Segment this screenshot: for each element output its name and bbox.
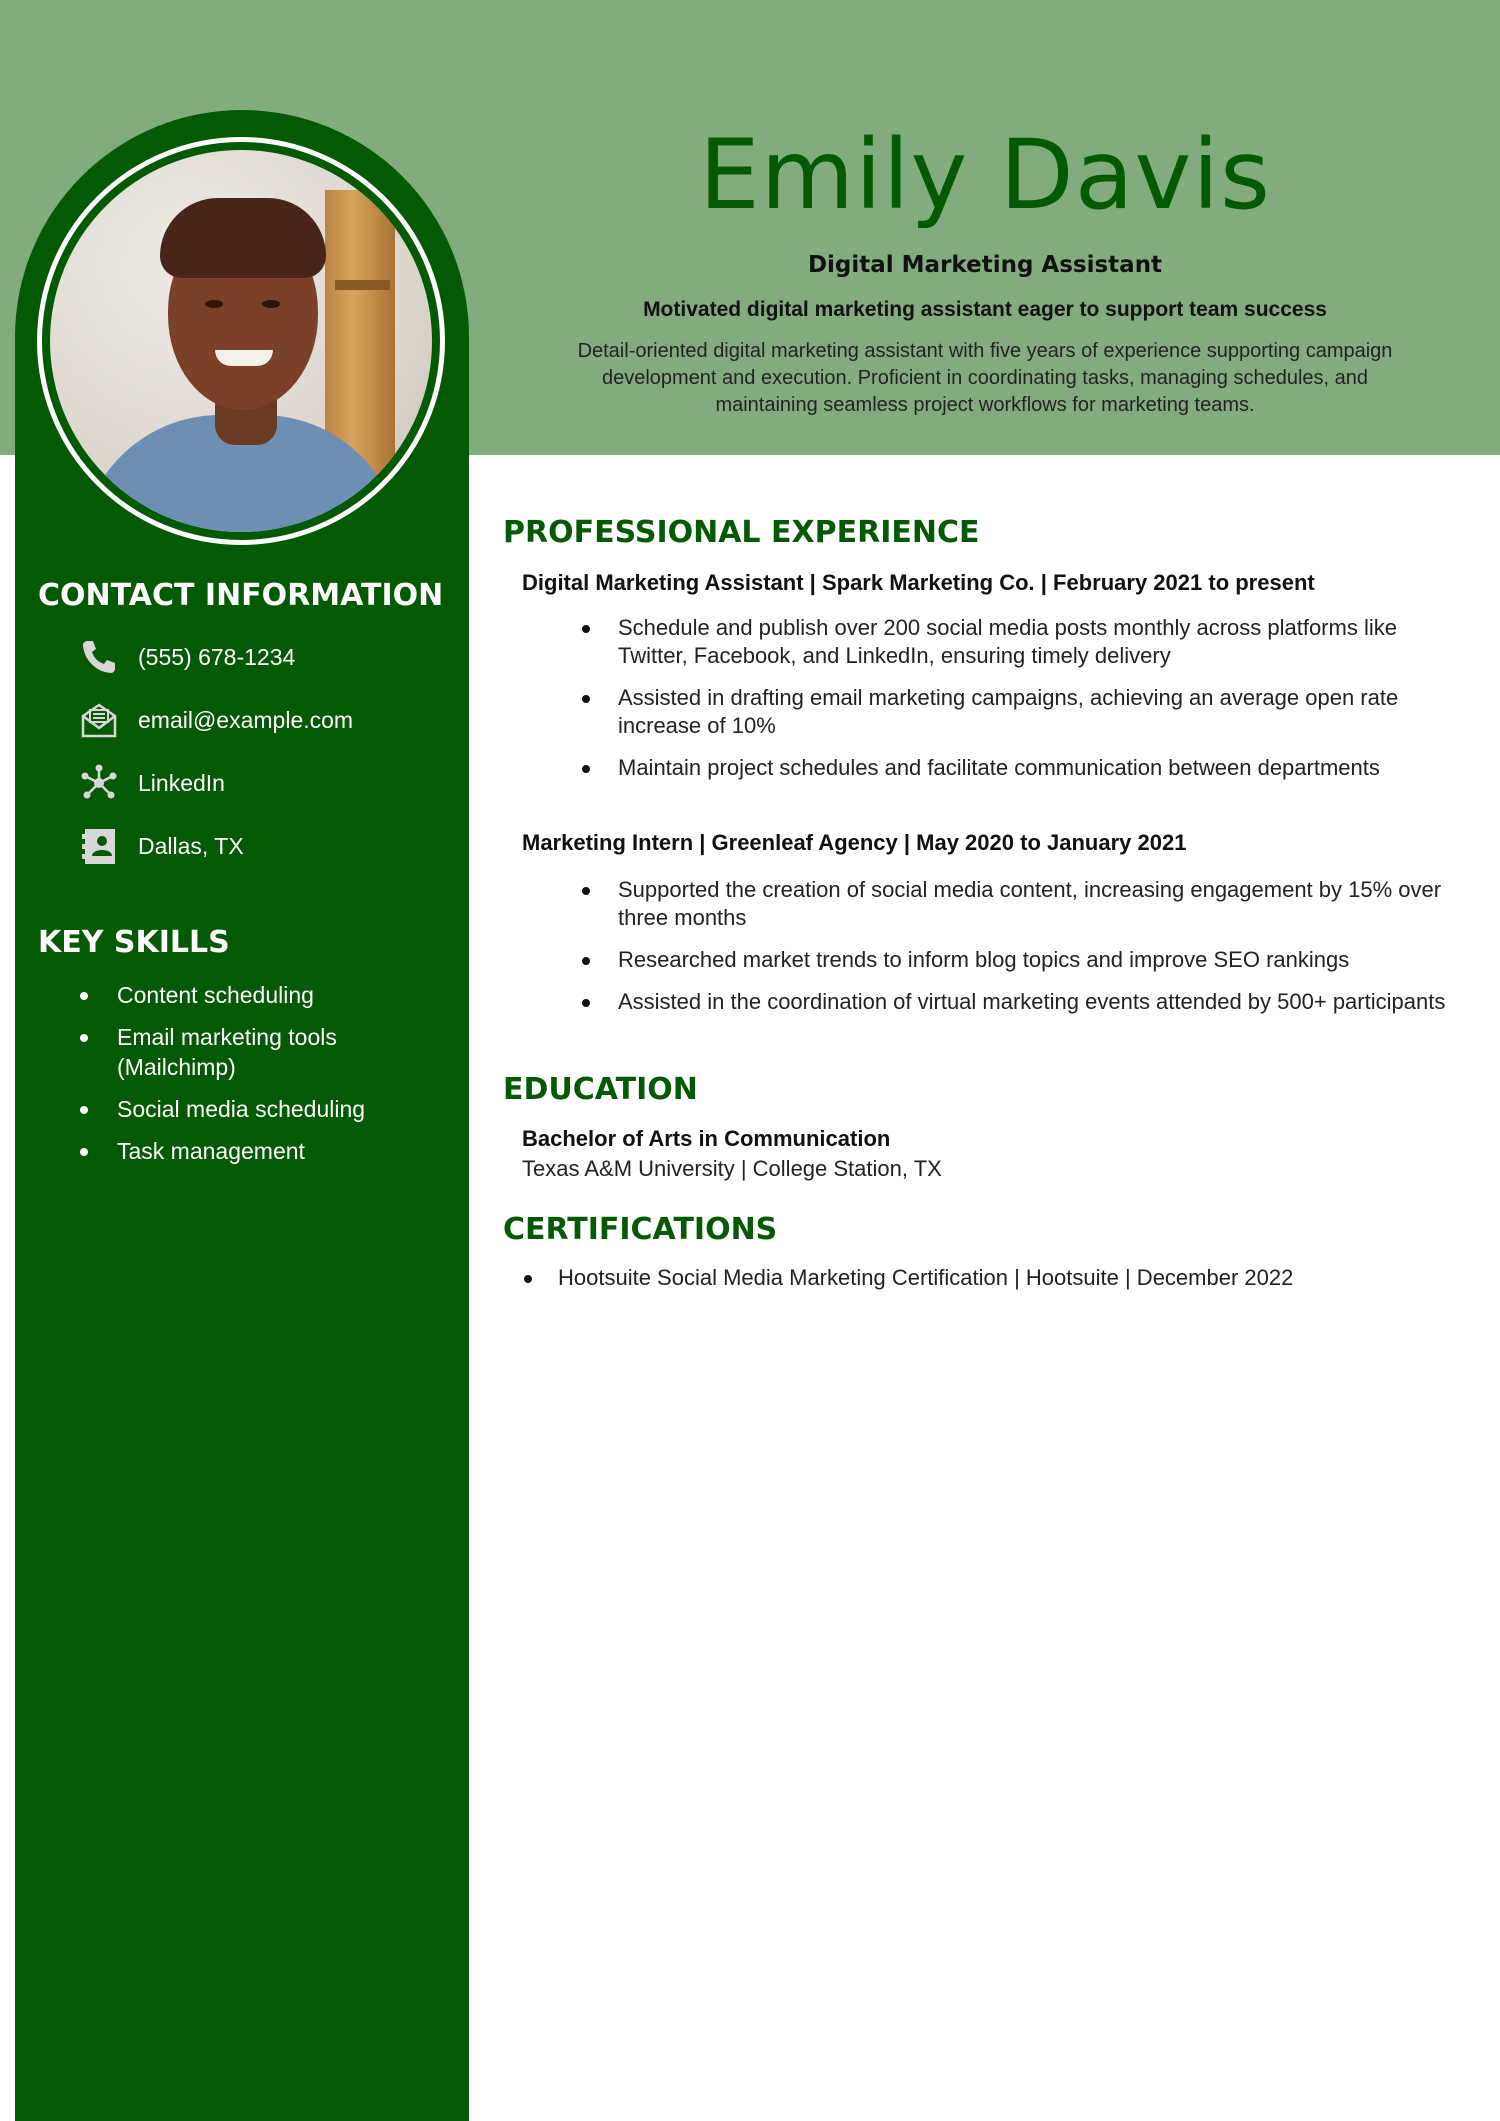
location-text: Dallas, TX xyxy=(138,832,244,859)
job-title: Marketing Intern | Greenleaf Agency | May 2020 to January 2021 xyxy=(522,830,1187,855)
job-bullet: Supported the creation of social media content, increasing engagement by 15% over three months xyxy=(570,876,1460,932)
skill-item: Task management xyxy=(75,1136,455,1166)
education-heading: EDUCATION xyxy=(503,1072,698,1107)
contact-card-icon xyxy=(78,825,120,867)
contact-linkedin xyxy=(78,762,225,804)
job-bullet: Assisted in drafting email marketing campaigns, achieving an average open rate increase of 10% xyxy=(570,684,1460,740)
email-text: email@example.com xyxy=(138,706,354,733)
experience-heading: PROFESSIONAL EXPERIENCE xyxy=(503,515,980,550)
skill-item: Social media scheduling xyxy=(75,1094,455,1124)
job-bullet: Schedule and publish over 200 social media posts monthly across platforms like Twitter, Facebook, and LinkedIn, ensuring timely delivery xyxy=(570,614,1460,670)
job-bullet: Assisted in the coordination of virtual marketing events attended by 500+ participants xyxy=(570,988,1460,1016)
tagline: Motivated digital marketing assistant eager to support team success xyxy=(643,298,1327,321)
certifications-heading: CERTIFICATIONS xyxy=(503,1212,778,1247)
job-bullets xyxy=(570,614,1460,796)
degree: Bachelor of Arts in Communication xyxy=(522,1126,891,1151)
contact-phone xyxy=(78,636,295,678)
envelope-icon xyxy=(78,699,120,741)
candidate-name: Emily Davis xyxy=(698,119,1272,231)
job-role: Digital Marketing Assistant xyxy=(807,252,1163,278)
school: Texas A&M University | College Station, TX xyxy=(522,1156,942,1181)
linkedin-text: LinkedIn xyxy=(138,769,225,796)
skill-item: Content scheduling xyxy=(75,980,455,1010)
job-bullet: Maintain project schedules and facilitate communication between departments xyxy=(570,754,1460,782)
job-title: Digital Marketing Assistant | Spark Marketing Co. | February 2021 to present xyxy=(522,570,1315,595)
network-icon xyxy=(78,762,120,804)
contact-heading: CONTACT INFORMATION xyxy=(38,578,444,613)
certification-item: Hootsuite Social Media Marketing Certification | Hootsuite | December 2022 xyxy=(512,1264,1472,1292)
contact-location xyxy=(78,825,244,867)
job-bullet: Researched market trends to inform blog topics and improve SEO rankings xyxy=(570,946,1460,974)
skill-item: Email marketing tools (Mailchimp) xyxy=(75,1022,455,1082)
contact-email xyxy=(78,699,353,741)
phone-text: (555) 678-1234 xyxy=(138,643,296,670)
skills-heading: KEY SKILLS xyxy=(38,925,230,960)
profile-photo xyxy=(50,150,432,532)
skills-list xyxy=(75,980,455,1178)
phone-icon xyxy=(78,636,120,678)
summary: Detail-oriented digital marketing assistant with five years of experience supporting campaign development and execution. Proficient in coordinating tasks, managing schedules, and maintaining seamless project workflows for marketing teams. xyxy=(577,340,1393,416)
job-bullets xyxy=(570,876,1460,1030)
certifications-list xyxy=(512,1264,1472,1292)
